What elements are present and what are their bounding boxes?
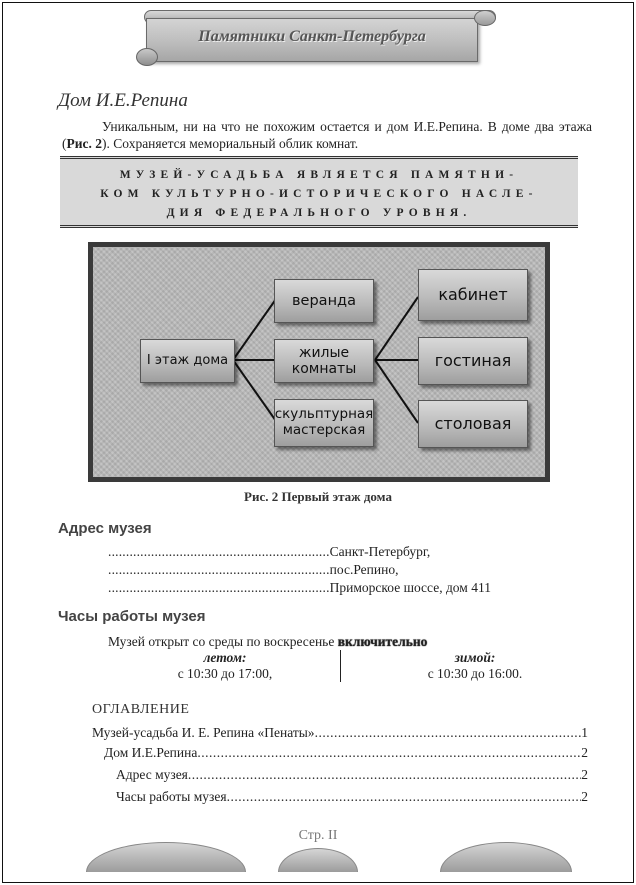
quote-line-3: ДИЯ ФЕДЕРАЛЬНОГО УРОВНЯ. — [166, 207, 472, 219]
intro-paragraph — [62, 118, 592, 152]
hours-heading: Часы работы музея — [58, 608, 206, 625]
toc-leader — [315, 725, 582, 741]
address-line-2 — [108, 562, 398, 578]
quote-box — [60, 156, 578, 228]
figure-caption: Рис. 2 Первый этаж дома — [244, 489, 392, 504]
address-leader: .............................................................. — [108, 544, 330, 559]
toc-item-label: Часы работы музея — [116, 789, 227, 804]
summer-label: летом: — [203, 650, 247, 665]
toc-item-label: Дом И.Е.Репина — [104, 745, 198, 760]
toc-item-page: 1 — [581, 725, 588, 740]
address-leader: .............................................................. — [108, 562, 330, 577]
connector-rooms-dining — [375, 360, 418, 423]
address-leader: .............................................................. — [108, 580, 330, 595]
connector-rooms-cabinet — [375, 297, 418, 360]
winter-hours — [395, 650, 555, 682]
toc-item-label: Музей-усадьба И. Е. Репина «Пенаты» — [92, 725, 315, 740]
page-number: Стр. II — [298, 828, 338, 843]
banner-scroll-curl-left — [136, 48, 158, 66]
header-banner — [132, 8, 496, 66]
summer-time: с 10:30 до 17:00, — [177, 666, 273, 681]
toc-item-museum[interactable] — [92, 725, 588, 741]
diagram-node-veranda: веранда — [274, 279, 374, 323]
diagram-node-living-room: гостиная — [418, 337, 528, 385]
diagram-node-sculpture-studio: скульптурная мастерская — [274, 399, 374, 447]
diagram-node-root: I этаж дома — [140, 339, 235, 383]
toc-item-hours[interactable] — [116, 789, 588, 805]
hours-intro — [108, 634, 427, 650]
toc-item-page: 2 — [581, 789, 588, 804]
banner-scroll-curl-right — [474, 10, 496, 26]
address-value: Приморское шоссе, дом 411 — [329, 580, 491, 595]
banner-title: Памятники Санкт-Петербурга — [198, 28, 426, 45]
toc-leader — [188, 767, 581, 783]
winter-time: с 10:30 до 16:00. — [427, 666, 523, 681]
floor-diagram — [88, 242, 550, 482]
address-value: пос.Репино, — [329, 562, 399, 577]
diagram-node-living-rooms: жилые комнаты — [274, 339, 374, 383]
address-heading: Адрес музея — [58, 520, 152, 537]
diagram-node-cabinet: кабинет — [418, 269, 528, 321]
quote-line-2: КОМ КУЛЬТУРНО-ИСТОРИЧЕСКОГО НАСЛЕ- — [100, 188, 538, 200]
diagram-node-dining-room: столовая — [418, 400, 528, 448]
toc-item-page: 2 — [581, 767, 588, 782]
winter-label: зимой: — [454, 650, 496, 665]
toc-item-address[interactable] — [116, 767, 588, 783]
intro-text-1: Уникальным, ни на что не похожим остается и дом И.Е.Репина. В доме два этажа ( — [62, 119, 592, 151]
connector-root-studio — [233, 360, 276, 421]
toc-leader — [227, 789, 582, 805]
summer-hours — [150, 650, 300, 682]
quote-line-1: МУЗЕЙ-УСАДЬБА ЯВЛЯЕТСЯ ПАМЯТНИ- — [119, 169, 519, 181]
toc-leader — [197, 745, 581, 761]
toc-item-label: Адрес музея — [116, 767, 188, 782]
connector-root-veranda — [233, 299, 276, 360]
toc-title: ОГЛАВЛЕНИЕ — [92, 702, 190, 717]
hours-intro-emphasis: включительно — [337, 634, 428, 649]
figure-reference-link[interactable]: Рис. 2 — [66, 136, 103, 151]
address-line-1 — [108, 544, 430, 560]
section-title: Дом И.Е.Репина — [58, 90, 188, 111]
hours-intro-text: Музей открыт со среды по воскресенье — [108, 634, 338, 649]
address-line-3 — [108, 580, 491, 596]
toc-item-page: 2 — [581, 745, 588, 760]
address-value: Санкт-Петербург, — [329, 544, 431, 559]
intro-text-2: ). Сохраняется мемориальный облик комнат. — [102, 136, 359, 151]
hours-divider — [340, 650, 341, 682]
toc-item-house[interactable] — [104, 745, 588, 761]
